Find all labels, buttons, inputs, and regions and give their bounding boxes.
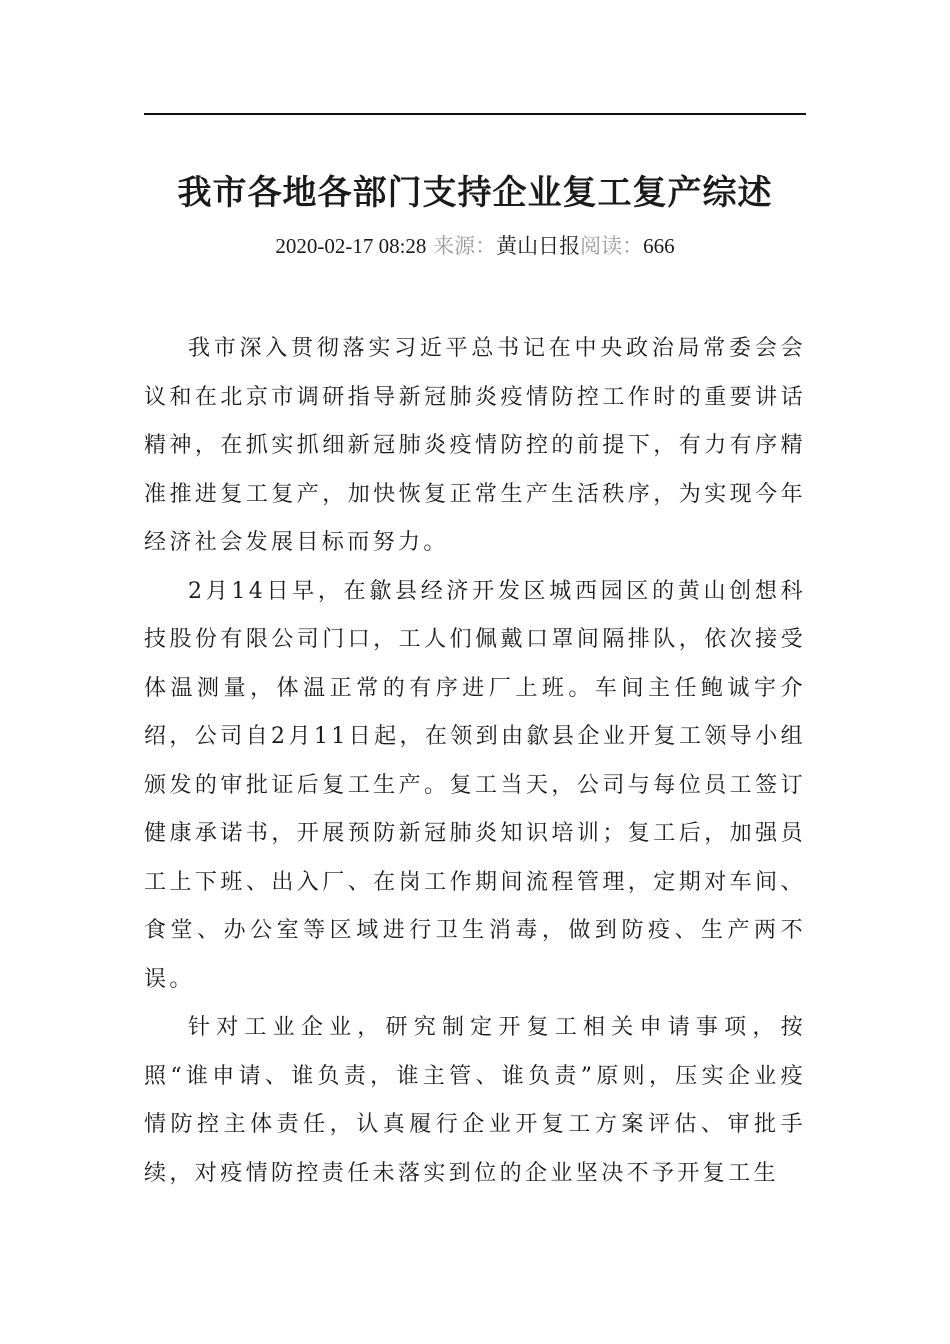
paragraph-1: 我市深入贯彻落实习近平总书记在中央政治局常委会会议和在北京市调研指导新冠肺炎疫情防控工作时的重要讲话精神，在抓实抓细新冠肺炎疫情防控的前提下，有力有序精准推进复工复产，加快恢复正常生产生活秩序，为实现今年经济社会发展目标而努力。 [144,336,806,555]
paragraph-3: 针对工业企业，研究制定开复工相关申请事项，按照“谁申请、谁负责，谁主管、谁负责”原则，压实企业疫情防控主体责任，认真履行企业开复工方案评估、审批手续，对疫情防控责任未落实到位的企业坚决不予开复工生 [144,1015,806,1186]
header-divider [144,113,806,115]
article-meta [144,229,806,263]
publish-datetime: 2020-02-17 08:28 [275,234,427,258]
article-body [144,325,806,1198]
paragraph-2: 2月14日早，在歙县经济开发区城西园区的黄山创想科技股份有限公司门口，工人们佩戴口罩间隔排队，依次接受体温测量，体温正常的有序进厂上班。车间主任鲍诚宇介绍，公司自2月11日起，在领到由歙县企业开复工领导小组颁发的审批证后复工生产。复工当天，公司与每位员工签订健康承诺书，开展预防新冠肺炎知识培训；复工后，加强员工上下班、出入厂、在岗工作期间流程管理，定期对车间、食堂、办公室等区域进行卫生消毒，做到防疫、生产两不误。 [144,578,806,992]
source-label: 来源： [433,234,497,258]
reads-label: 阅读： [580,234,644,258]
source-name: 黄山日报 [496,234,581,258]
article-title: 我市各地各部门支持企业复工复产综述 [177,173,773,213]
read-count: 666 [643,234,675,258]
